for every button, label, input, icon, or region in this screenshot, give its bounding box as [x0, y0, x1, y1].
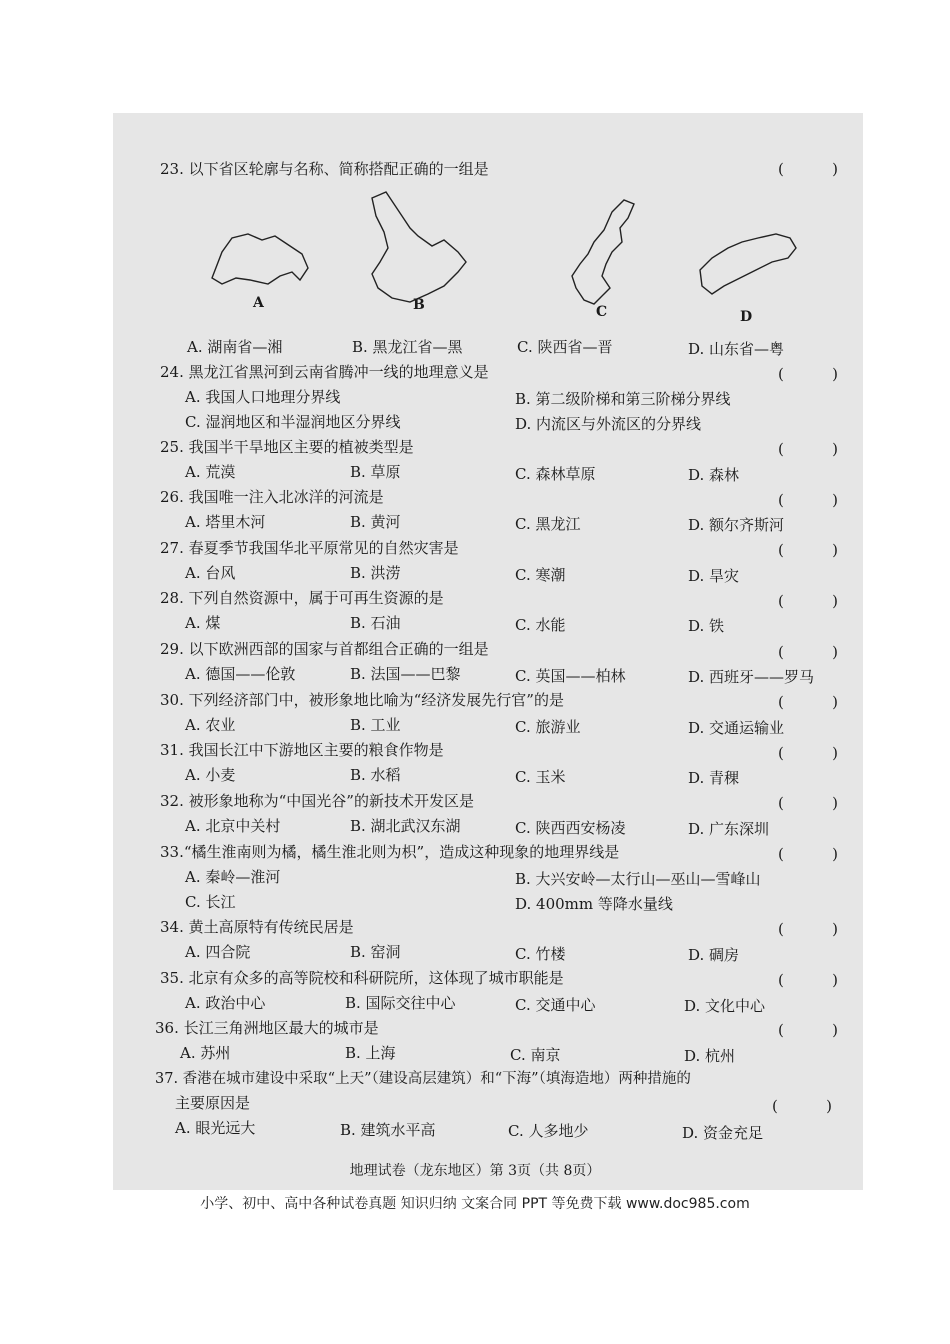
question-35: 35. 北京有众多的高等院校和科研院所，这体现了城市职能是 [160, 969, 564, 987]
option: C. 旅游业 [515, 718, 581, 736]
option: C. 寒潮 [515, 566, 566, 584]
option: C. 南京 [510, 1046, 561, 1064]
question-36: 36. 长江三角洲地区最大的城市是 [155, 1019, 379, 1037]
page-footer: 地理试卷（龙东地区）第 3页（共 8页） [349, 1163, 601, 1179]
option: C. 玉米 [515, 768, 566, 786]
option: C. 长江 [185, 893, 236, 911]
option: B. 湖北武汉东湖 [350, 817, 461, 835]
question-33: 33.“橘生淮南则为橘，橘生淮北则为枳”，造成这种现象的地理界线是 [160, 843, 620, 861]
question-27: 27. 春夏季节我国华北平原常见的自然灾害是 [160, 539, 459, 557]
option: C. 陕西省—晋 [517, 338, 613, 356]
option: A. 北京中关村 [185, 817, 281, 835]
option: A. 四合院 [185, 943, 251, 961]
question-34: 34. 黄土高原特有传统民居是 [160, 918, 354, 936]
option: B. 水稻 [350, 766, 401, 784]
option: B. 洪涝 [350, 564, 401, 582]
option: D. 交通运输业 [688, 719, 785, 737]
option: B. 窑洞 [350, 943, 401, 961]
option: B. 上海 [345, 1044, 396, 1062]
option: D. 杭州 [684, 1047, 736, 1065]
option: A. 煤 [185, 614, 221, 632]
option: C. 湿润地区和半湿润地区分界线 [185, 413, 401, 431]
option: A. 苏州 [180, 1044, 231, 1062]
question-24: 24. 黑龙江省黑河到云南省腾冲一线的地理意义是 [160, 363, 489, 381]
option: D. 资金充足 [682, 1124, 764, 1142]
question-26: 26. 我国唯一注入北冰洋的河流是 [160, 488, 384, 506]
province-outline-a [212, 234, 308, 284]
option: D. 内流区与外流区的分界线 [515, 415, 702, 433]
question-28: 28. 下列自然资源中，属于可再生资源的是 [160, 589, 444, 607]
option: D. 山东省—粤 [688, 340, 785, 358]
option: B. 建筑水平高 [340, 1121, 436, 1139]
option: A. 小麦 [185, 766, 236, 784]
province-outline-d [700, 234, 796, 294]
option: C. 竹楼 [515, 945, 566, 963]
option: B. 第二级阶梯和第三阶梯分界线 [515, 390, 731, 408]
question-32: 32. 被形象地称为“中国光谷”的新技术开发区是 [160, 792, 474, 810]
option: D. 额尔齐斯河 [688, 516, 785, 534]
question-29: 29. 以下欧洲西部的国家与首都组合正确的一组是 [160, 640, 489, 658]
option: A. 我国人口地理分界线 [185, 388, 341, 406]
option: B. 草原 [350, 463, 401, 481]
site-footer: 小学、初中、高中各种试卷真题 知识归纳 文案合同 PPT 等免费下载 www.doc985.com [200, 1196, 750, 1212]
option: A. 政治中心 [185, 994, 266, 1012]
option: C. 黑龙江 [515, 515, 581, 533]
map-label-d: D [740, 309, 753, 325]
option: C. 陕西西安杨凌 [515, 819, 626, 837]
option: D. 森林 [688, 466, 740, 484]
option: B. 国际交往中心 [345, 994, 456, 1012]
option: A. 秦岭—淮河 [185, 868, 281, 886]
option: A. 塔里木河 [185, 513, 266, 531]
option: D. 碉房 [688, 946, 740, 964]
option: A. 荒漠 [185, 463, 236, 481]
option: C. 英国——柏林 [515, 667, 626, 685]
option: B. 黄河 [350, 513, 401, 531]
option: A. 农业 [185, 716, 236, 734]
province-outline-c [572, 200, 634, 304]
option: B. 法国——巴黎 [350, 665, 461, 683]
option: A. 德国——伦敦 [185, 665, 296, 683]
option: D. 400mm 等降水量线 [515, 895, 673, 913]
option: C. 水能 [515, 616, 566, 634]
option: D. 铁 [688, 617, 725, 635]
option: A. 台风 [185, 564, 236, 582]
option: D. 文化中心 [684, 997, 766, 1015]
question-23: 23. 以下省区轮廓与名称、简称搭配正确的一组是 [160, 160, 489, 178]
option: A. 眼光远大 [175, 1119, 256, 1137]
option: D. 旱灾 [688, 567, 740, 585]
province-outline-b [372, 192, 466, 302]
option: B. 石油 [350, 614, 401, 632]
option: D. 广东深圳 [688, 820, 770, 838]
option: D. 西班牙——罗马 [688, 668, 815, 686]
option: B. 黑龙江省—黑 [352, 338, 463, 356]
option: C. 森林草原 [515, 465, 596, 483]
option: C. 人多地少 [508, 1122, 589, 1140]
question-25: 25. 我国半干旱地区主要的植被类型是 [160, 438, 414, 456]
option: B. 工业 [350, 716, 401, 734]
map-label-a: A [253, 295, 264, 311]
question-31: 31. 我国长江中下游地区主要的粮食作物是 [160, 741, 444, 759]
question-37-line2: 主要原因是 [175, 1094, 251, 1112]
map-label-b: B [413, 297, 425, 313]
option: D. 青稞 [688, 769, 740, 787]
map-label-c: C [596, 304, 608, 320]
option: C. 交通中心 [515, 996, 596, 1014]
question-30: 30. 下列经济部门中，被形象地比喻为“经济发展先行官”的是 [160, 691, 564, 709]
option: A. 湖南省—湘 [187, 338, 283, 356]
province-maps [0, 190, 950, 330]
question-37: 37. 香港在城市建设中采取“上天”（建设高层建筑）和“下海”（填海造地）两种措施的 [155, 1071, 691, 1087]
option: B. 大兴安岭—太行山—巫山—雪峰山 [515, 870, 761, 888]
